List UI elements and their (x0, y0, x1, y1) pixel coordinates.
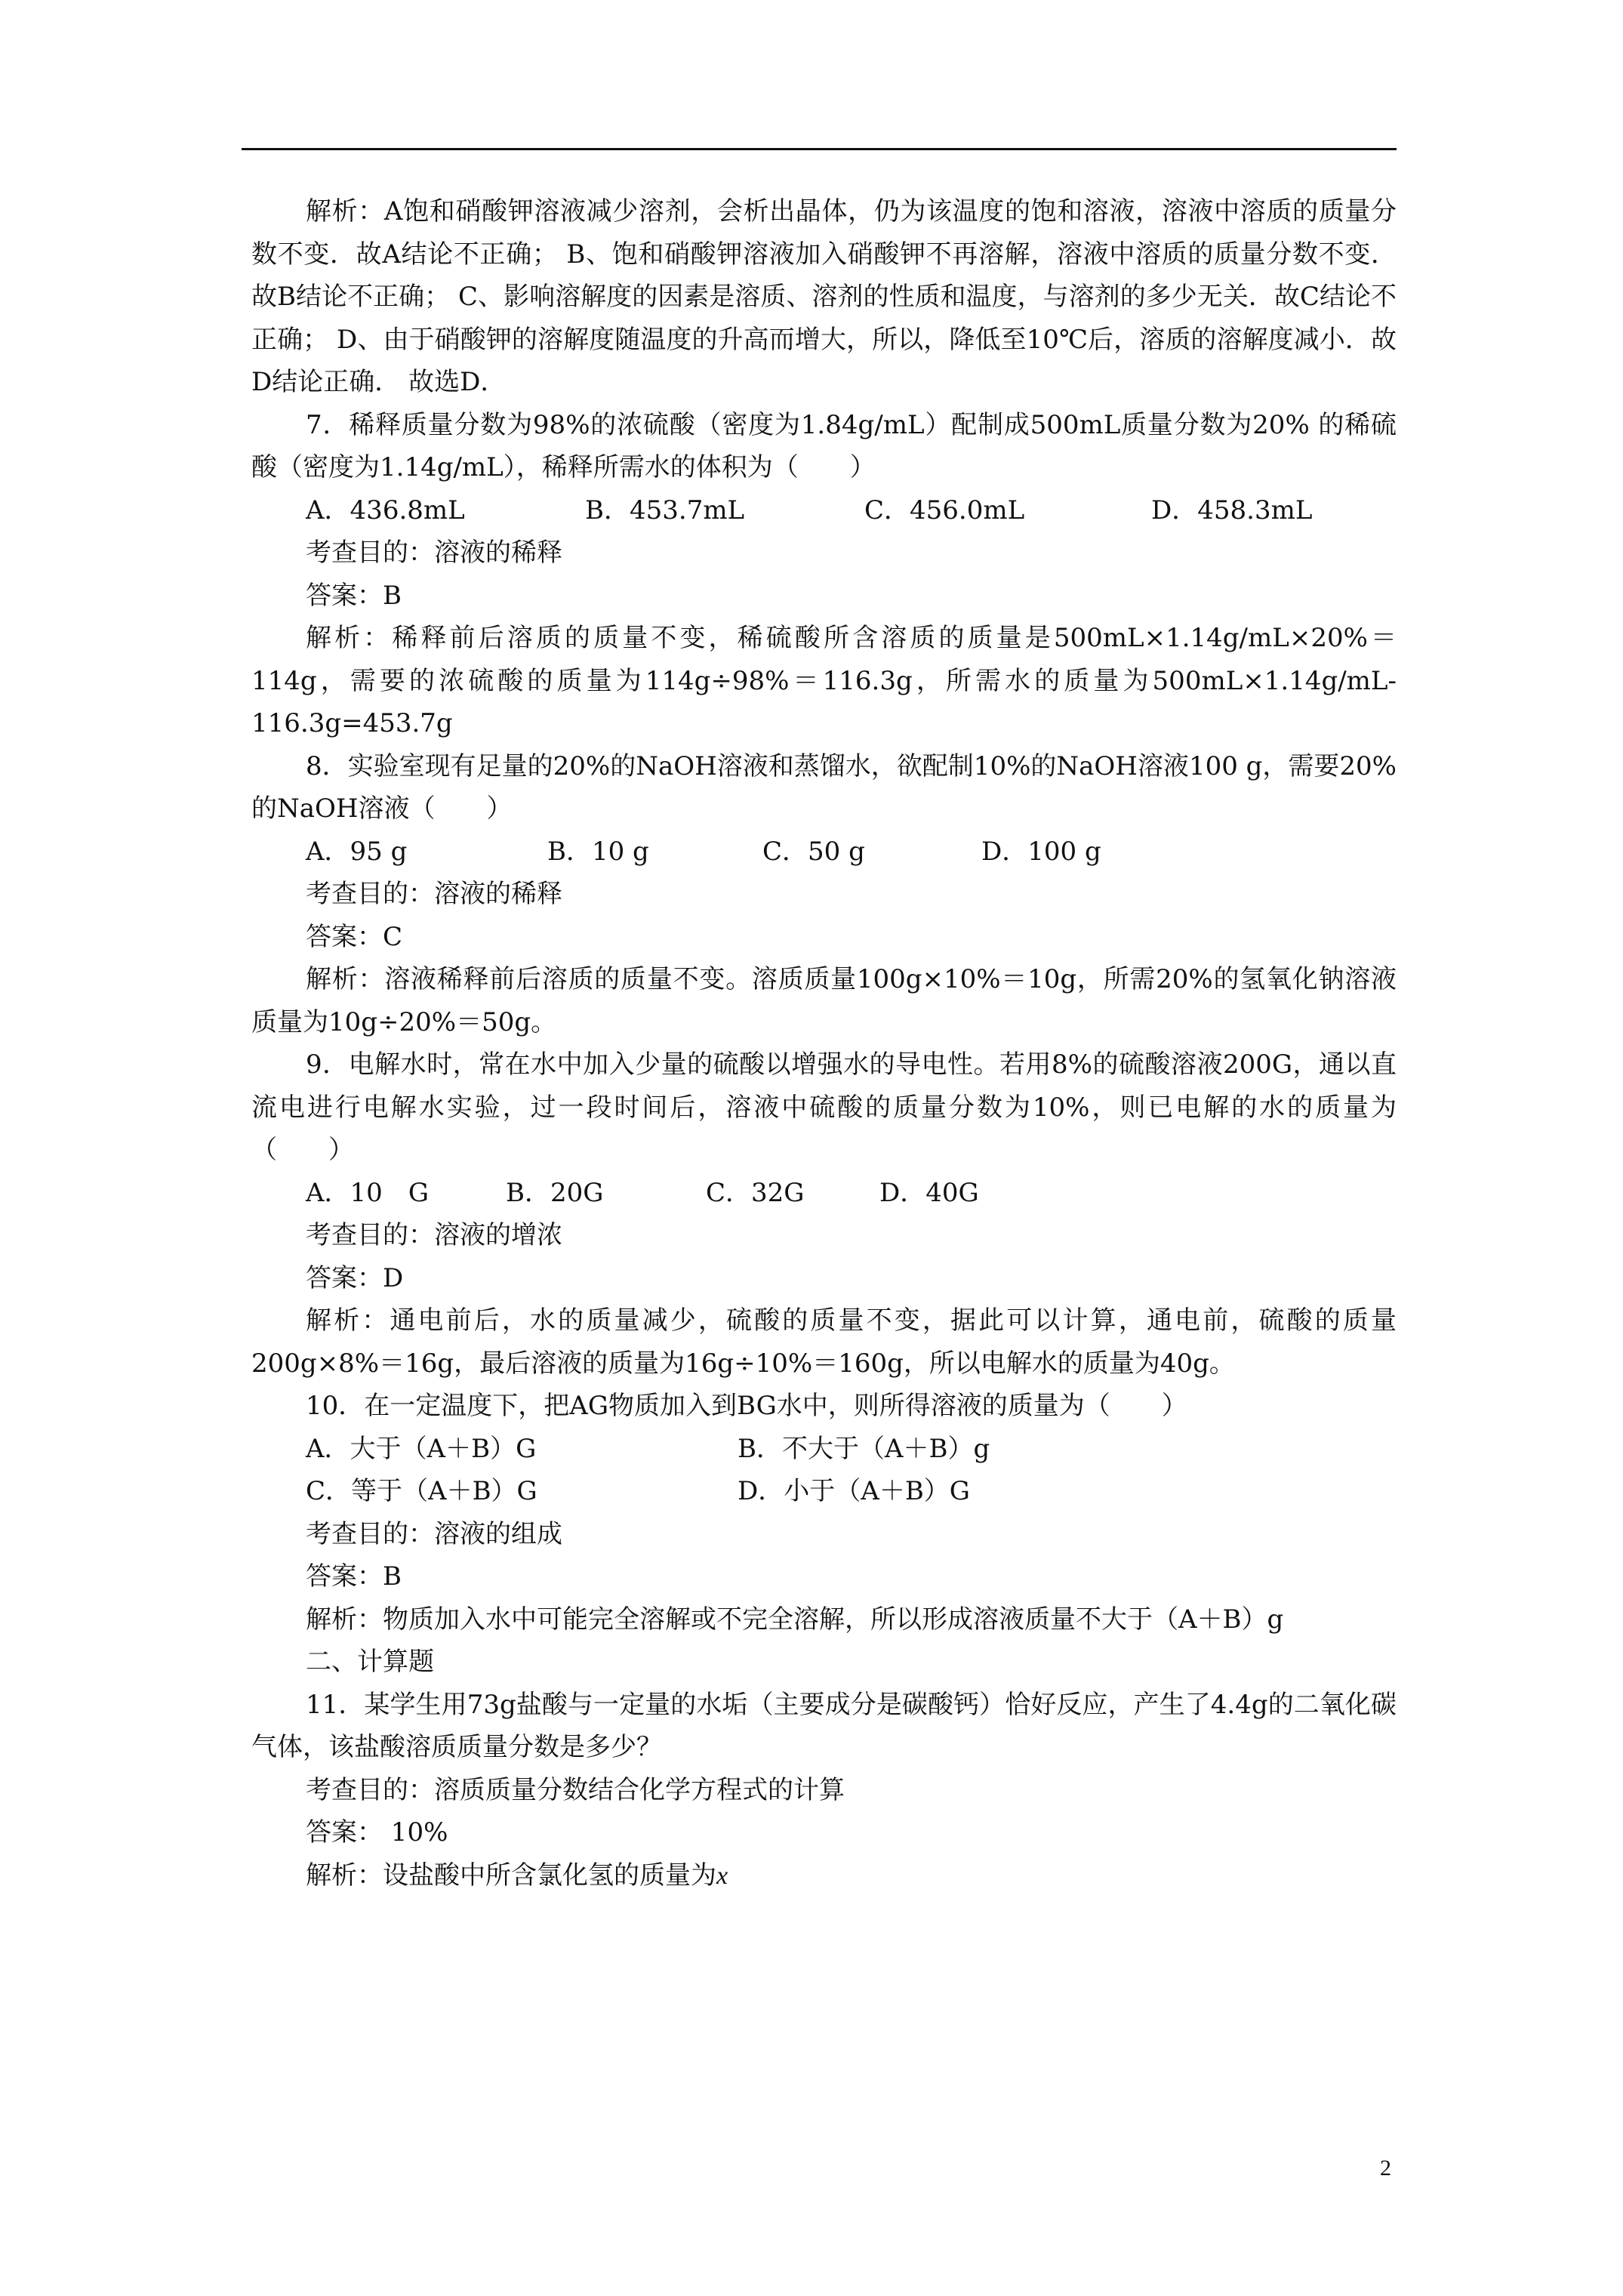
q10-option-c: C．等于（A＋B）G (306, 1476, 537, 1506)
document-body (251, 190, 1397, 1897)
q8-analysis: 解析：溶液稀释前后溶质的质量不变。溶质质量100g×10%＝10g，所需20%的氢氧化钠溶液质量为10g÷20%＝50g。 (251, 964, 1397, 1037)
q7-stem: 7．稀释质量分数为98%的浓硫酸（密度为1.84g/mL）配制成500mL质量分数为20% 的稀硫酸（密度为1.14g/mL），稀释所需水的体积为（ ） (251, 409, 1397, 482)
q7-option-a: A．436.8mL (306, 495, 465, 525)
q7-answer: 答案：B (306, 580, 402, 611)
q8-option-d: D．100 g (981, 836, 1101, 867)
q11-answer: 答案： 10% (306, 1817, 448, 1848)
q7-option-b: B．453.7mL (585, 495, 745, 525)
q11-purpose: 考查目的：溶质质量分数结合化学方程式的计算 (306, 1774, 845, 1805)
q11-analysis (251, 1854, 1397, 1898)
q10-options-row2 (251, 1470, 1397, 1513)
q9-option-c: C．32G (706, 1177, 805, 1208)
q11-variable: x (716, 1861, 728, 1890)
q8-option-c: C．50 g (762, 836, 865, 867)
section-heading: 二、计算题 (306, 1647, 434, 1677)
q10-answer: 答案：B (306, 1561, 402, 1592)
q9-option-a: A．10 G (306, 1177, 429, 1208)
q8-purpose: 考查目的：溶液的稀释 (306, 879, 562, 909)
q10-option-a: A．大于（A＋B）G (306, 1433, 537, 1464)
q6-analysis: 解析：A饱和硝酸钾溶液减少溶剂，会析出晶体，仍为该温度的饱和溶液，溶液中溶质的质量分数不变．故A结论不正确； B、饱和硝酸钾溶液加入硝酸钾不再溶解，溶液中溶质的质量分数不变．故B结论不正确； C、影响溶解度的因素是溶质、溶剂的性质和温度，与溶剂的多少无关．故C结论不正确； D、由于硝酸钾的溶解度随温度的升高而增大，所以，降低至10℃后，溶质的溶解度减小．故D结论正确． 故选D． (251, 196, 1397, 397)
q9-purpose: 考查目的：溶液的增浓 (306, 1220, 562, 1250)
q9-analysis: 解析：通电前后，水的质量减少，硫酸的质量不变，据此可以计算，通电前，硫酸的质量200g×8%＝16g，最后溶液的质量为16g÷10%＝160g，所以电解水的质量为40g。 (251, 1305, 1397, 1379)
q10-purpose: 考查目的：溶液的组成 (306, 1518, 562, 1549)
page-number: 2 (1380, 2156, 1391, 2180)
q9-option-d: D．40G (879, 1177, 979, 1208)
q10-stem: 10．在一定温度下，把AG物质加入到BG水中，则所得溶液的质量为（ ） (306, 1391, 1187, 1421)
q9-stem: 9．电解水时，常在水中加入少量的硫酸以增强水的导电性。若用8%的硫酸溶液200G，通以直流电进行电解水实验，过一段时间后，溶液中硫酸的质量分数为10%，则已电解的水的质量为（ ） (251, 1049, 1397, 1165)
q7-analysis: 解析：稀释前后溶质的质量不变，稀硫酸所含溶质的质量是500mL×1.14g/mL×20%＝114g，需要的浓硫酸的质量为114g÷98%＝116.3g，所需水的质量为500mL×1.14g/mL-116.3g=453.7g (251, 623, 1397, 738)
q8-option-a: A．95 g (306, 836, 408, 867)
q9-options (251, 1172, 1397, 1215)
q7-option-c: C．456.0mL (864, 495, 1025, 525)
q10-options-row1 (251, 1428, 1397, 1471)
q11-stem: 11．某学生用73g盐酸与一定量的水垢（主要成分是碳酸钙）恰好反应，产生了4.4g的二氧化碳气体，该盐酸溶质质量分数是多少？ (251, 1689, 1397, 1762)
header-rule (242, 148, 1397, 150)
q11-analysis-text: 解析：设盐酸中所含氯化氢的质量为 (306, 1860, 716, 1891)
q8-options (251, 831, 1397, 874)
q7-option-d: D．458.3mL (1151, 495, 1313, 525)
q9-option-b: B．20G (506, 1177, 604, 1208)
q10-analysis: 解析：物质加入水中可能完全溶解或不完全溶解，所以形成溶液质量不大于（A＋B）g (306, 1604, 1284, 1635)
q7-options (251, 489, 1397, 532)
q10-option-b: B．不大于（A＋B）g (738, 1433, 990, 1464)
q8-stem: 8．实验室现有足量的20%的NaOH溶液和蒸馏水，欲配制10%的NaOH溶液100 g，需要20%的NaOH溶液（ ） (251, 750, 1397, 824)
q10-option-d: D．小于（A＋B）G (738, 1476, 970, 1506)
q9-answer: 答案：D (306, 1262, 404, 1293)
q8-answer: 答案：C (306, 921, 403, 952)
q7-purpose: 考查目的：溶液的稀释 (306, 538, 562, 568)
q8-option-b: B．10 g (547, 836, 649, 867)
